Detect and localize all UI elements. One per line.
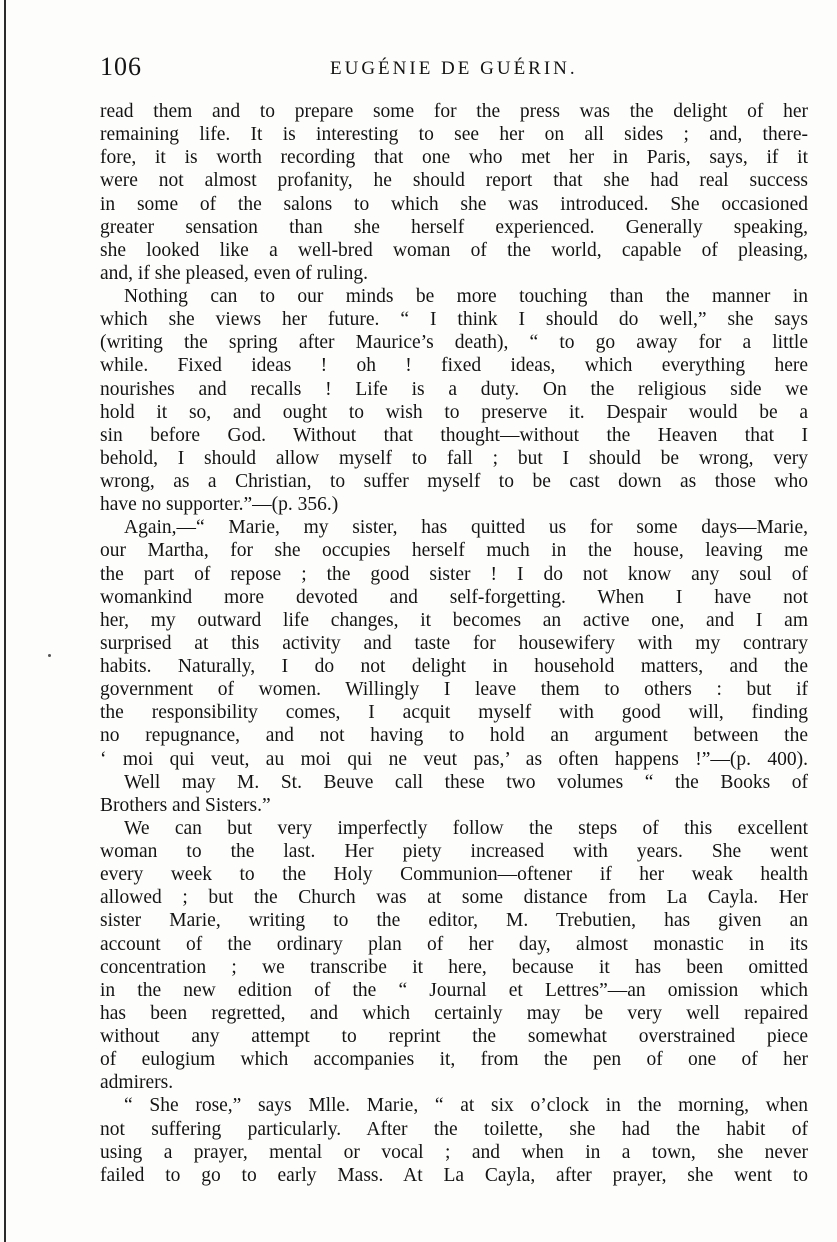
text-line: allowed ; but the Church was at some distance from La Cayla. Her [100, 887, 808, 909]
text-line: has been regretted, and which certainly may be very well repaired [100, 1002, 808, 1024]
text-line: We can but very imperfectly follow the steps of this excellent [124, 817, 808, 839]
text-line: her, my outward life changes, it becomes an active one, and I am [100, 609, 808, 631]
text-line: she looked like a well-bred woman of the world, capable of pleasing, [100, 239, 808, 261]
text-line: ‘ moi qui veut, au moi qui ne veut pas,’ as often happens !”—(p. 400). [100, 748, 808, 770]
text-line: (writing the spring after Maurice’s death), “ to go away for a little [100, 332, 808, 354]
page-edge-rule [4, 0, 6, 1242]
text-line: greater sensation than she herself experienced. Generally speaking, [100, 216, 808, 238]
text-line: using a prayer, mental or vocal ; and when in a town, she never [100, 1141, 808, 1163]
text-line: behold, I should allow myself to fall ; but I should be wrong, very [100, 447, 808, 469]
text-line: Again,—“ Marie, my sister, has quitted us for some days—Marie, [124, 517, 808, 539]
text-line: failed to go to early Mass. At La Cayla, after prayer, she went to [100, 1164, 808, 1186]
text-line: Brothers and Sisters.” [100, 794, 271, 816]
text-line: account of the ordinary plan of her day, almost monastic in its [100, 933, 808, 955]
page-number: 106 [100, 52, 142, 81]
text-line: nourishes and recalls ! Life is a duty. On the religious side we [100, 378, 808, 400]
text-line: wrong, as a Christian, to suffer myself to be cast down as those who [100, 471, 808, 492]
text-line: in the new edition of the “ Journal et Lettres”—an omission which [100, 979, 808, 1001]
text-line: sin before God. Without that thought—without the Heaven that I [100, 424, 808, 446]
text-line: Nothing can to our minds be more touching than the manner in [124, 286, 808, 307]
text-line: concentration ; we transcribe it here, because it has been omitted [100, 956, 808, 978]
text-line: the part of repose ; the good sister ! I do not know any soul of [100, 563, 808, 585]
text-line: hold it so, and ought to wish to preserve it. Despair would be a [100, 401, 808, 423]
text-line: Well may M. St. Beuve call these two volumes “ the Books of [124, 771, 808, 793]
text-line: sister Marie, writing to the editor, M. Trebutien, has given an [100, 910, 808, 932]
text-line: which she views her future. “ I think I should do well,” she says [100, 309, 808, 331]
text-line: “ She rose,” says Mlle. Marie, “ at six o’clock in the morning, when [124, 1095, 808, 1117]
text-line: woman to the last. Her piety increased with years. She went [100, 841, 808, 862]
text-line: and, if she pleased, even of ruling. [100, 262, 369, 284]
text-line: not suffering particularly. After the toilette, she had the habit of [100, 1118, 808, 1140]
text-line: every week to the Holy Communion—oftener if her weak health [100, 864, 808, 886]
running-head: EUGÉNIE DE GUÉRIN. [330, 58, 578, 79]
margin-speck [48, 654, 51, 657]
text-line: in some of the salons to which she was introduced. She occasioned [100, 193, 808, 215]
text-line: have no supporter.”—(p. 356.) [100, 494, 339, 516]
text-line: remaining life. It is interesting to see her on all sides ; and, there- [100, 124, 808, 146]
text-line: of eulogium which accompanies it, from the pen of one of her [100, 1049, 808, 1071]
text-line: fore, it is worth recording that one who met her in Paris, says, if it [100, 147, 808, 169]
text-line: admirers. [100, 1072, 174, 1094]
text-line: the responsibility comes, I acquit myself with good will, finding [100, 702, 808, 724]
text-line: our Martha, for she occupies herself much in the house, leaving me [100, 540, 808, 562]
text-line: read them and to prepare some for the press was the delight of her [100, 101, 808, 122]
text-line: womankind more devoted and self-forgetting. When I have not [100, 586, 808, 608]
text-line: surprised at this activity and taste for housewifery with my contrary [100, 632, 808, 654]
page-header [100, 52, 810, 86]
text-line: were not almost profanity, he should report that she had real success [100, 170, 808, 192]
body-text [100, 100, 808, 1187]
text-line: habits. Naturally, I do not delight in household matters, and the [100, 656, 808, 677]
text-line: without any attempt to reprint the somewhat overstrained piece [100, 1026, 808, 1047]
text-line: while. Fixed ideas ! oh ! fixed ideas, which everything here [100, 355, 808, 377]
text-line: no repugnance, and not having to hold an argument between the [100, 725, 808, 747]
text-line: government of women. Willingly I leave them to others : but if [100, 679, 808, 701]
